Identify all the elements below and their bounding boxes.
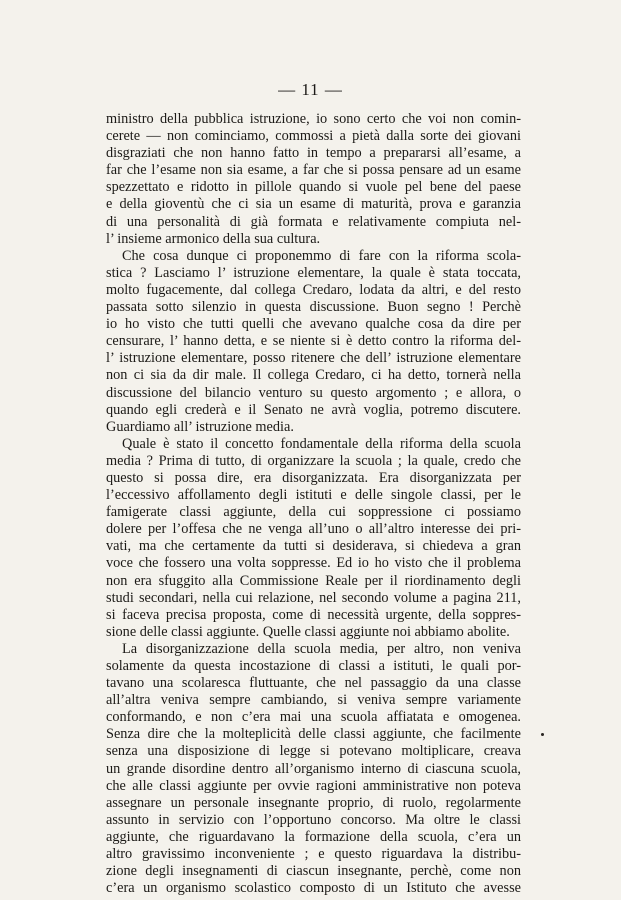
text-line: media ? Prima di tutto, di organizzare la scuola ; la quale, credo che [106,452,521,469]
text-line: non era sfuggito alla Commissione Reale per il riordinamento degli [106,572,521,589]
text-line: tavano una scolaresca fluttuante, che nel passaggio da una classe [106,675,521,692]
paragraph-3 [106,436,521,641]
text-line: molto fugacemente, dal collega Credaro, lodata da altri, e del resto [106,281,521,298]
text-line: assunto in servizio con l’opportuno concorso. Ma oltre le classi [106,811,521,828]
text-line: spezzettato e ridotto in pillole quando si vuole pel bene del paese [106,179,521,196]
text-line: discussione del bilancio venturo su questo argomento ; e allora, o [106,384,521,401]
text-line: far che l’esame non sia esame, a far che si possa pensare ad un esame [106,162,521,179]
text-line: stica ? Lasciamo l’ istruzione elementare, la quale è stata toccata, [106,264,521,281]
text-line: assegnare un personale insegnante proprio, di ruolo, regolarmente [106,794,521,811]
text-line: e della gioventù che ci sia un esame di maturità, prova e garanzia [106,196,521,213]
text-line: ministro della pubblica istruzione, io sono certo che voi non comin- [106,111,521,127]
text-line: cerete — non cominciamo, commossi a pietà dalla sorte dei giovani [106,128,521,145]
text-line: solamente da questa incostazione di classi a istituti, le quali por- [106,658,521,674]
text-line: conformando, e non c’era mai una scuola affiatata e omogenea. [106,709,521,726]
body-text [106,111,521,897]
paragraph-2 [106,248,521,436]
text-line: senza una disposizione di legge si potevano moltiplicare, creava [106,743,521,760]
text-line: voce che fossero una volta soppresse. Ed io ho visto che il problema [106,555,521,572]
text-line: dolere per l’offesa che ne venga all’uno o all’altro interesse dei pri- [106,521,521,538]
text-line: sione delle classi aggiunte. Quelle classi aggiunte noi abbiamo abolite. [106,623,510,640]
text-line: Senza dire che la molteplicità delle classi aggiunte, che facilmente [106,726,521,743]
text-line: passata sotto silenzio in questa discussione. Buon segno ! Perchè [106,299,521,316]
page-number: — 11 — [278,80,343,99]
text-line: vati, ma che certamente da tutti si desiderava, si chiedeva a gran [106,538,521,555]
ink-speck [541,733,544,736]
paragraph-4 [106,641,521,897]
text-line: non ci sia da dir male. Il collega Credaro, ci ha detto, tornerà nella [106,367,521,384]
text-line: studi secondari, nella cui relazione, nel secondo volume a pagina 211, [106,589,521,606]
text-line: l’eccessivo affollamento degli istituti e delle singole classi, per le [106,487,521,504]
text-line: l’ istruzione elementare, posso ritenere che dell’ istruzione elementare [106,350,521,367]
text-line: questo si possa dire, era disorganizzata. Era disorganizzata per [106,469,521,486]
text-line: famigerate classi aggiunte, della cui soppressione ci possiamo [106,504,521,521]
text-line: si faceva precisa proposta, come di necessità urgente, della soppres- [106,606,521,623]
text-line: io ho visto che tutti quelli che avevano qualche cosa da dire per [106,316,521,333]
text-line: Che cosa dunque ci proponemmo di fare con la riforma scola- [122,247,521,264]
text-line: Quale è stato il concetto fondamentale della riforma della scuola [122,435,521,452]
text-line: c’era un organismo scolastico composto di un Istituto che avesse [106,880,521,897]
text-line: quando egli crederà e il Senato ne avrà voglia, potremo discutere. [106,401,521,418]
text-line: zione degli insegnamenti di ciascun insegnante, perchè, come non [106,863,521,880]
text-line: La disorganizzazione della scuola media, per altro, non veniva [122,640,521,657]
text-line: di una personalità di già formata e relativamente compiuta nel- [106,213,521,230]
text-line: l’ insieme armonico della sua cultura. [106,230,321,247]
text-line: disgraziati che non hanno fatto in tempo a prepararsi all’esame, a [106,145,521,162]
text-line: Guardiamo all’ istruzione media. [106,418,294,435]
text-line: che alle classi aggiunte per ovvie ragioni amministrative non poteva [106,777,521,794]
paragraph-1 [106,111,521,248]
text-line: aggiunte, che riguardavano la formazione della scuola, c’era un [106,828,521,845]
text-line: censurare, l’ hanno detta, e se niente si è detto contro la riforma del- [106,333,521,350]
text-line: all’altra veniva sempre cambiando, si veniva sempre variamente [106,692,521,709]
text-line: un grande disordine dentro all’organismo interno di ciascuna scuola, [106,760,521,777]
text-line: altro gravissimo inconveniente ; e questo riguardava la distribu- [106,846,521,863]
